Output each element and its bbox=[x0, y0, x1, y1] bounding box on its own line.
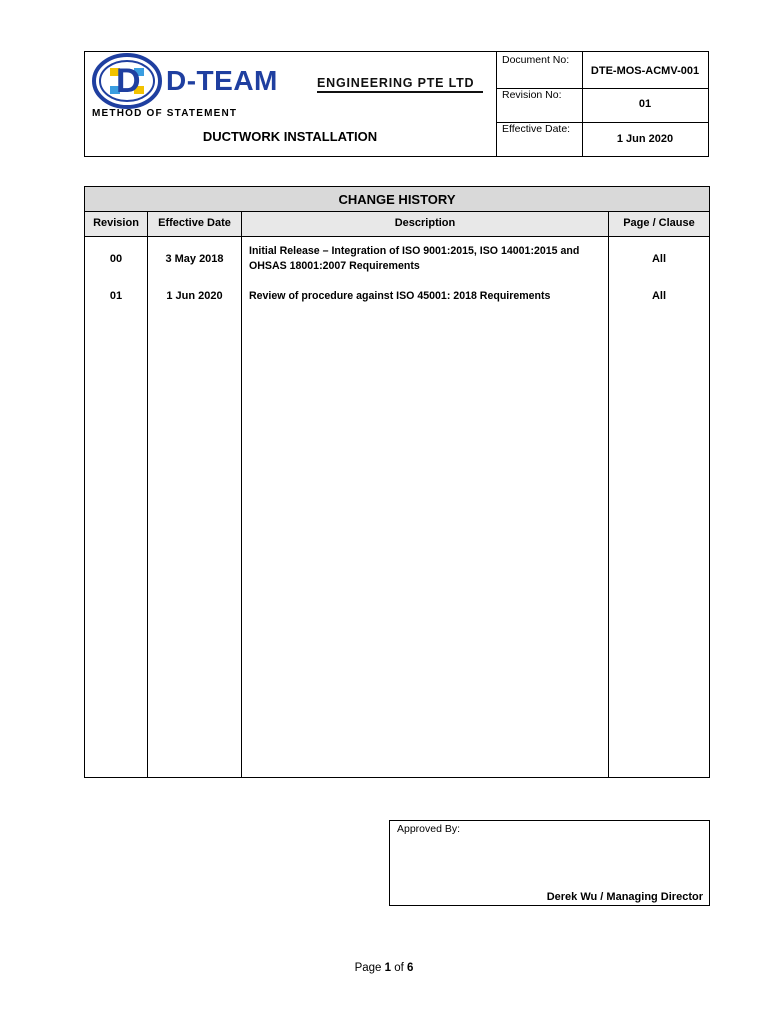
row-date: 1 Jun 2020 bbox=[166, 290, 223, 302]
company-name: D-TEAM bbox=[166, 65, 278, 96]
column-header-page-clause: Page / Clause bbox=[623, 217, 695, 229]
approved-by-label: Approved By: bbox=[397, 823, 461, 835]
column-header-effective-date: Effective Date bbox=[158, 217, 231, 229]
row-description-line: Initial Release – Integration of ISO 9001:2015, ISO 14001:2015 and bbox=[249, 245, 580, 257]
revision-no-label: Revision No: bbox=[502, 89, 562, 101]
effective-date-label: Effective Date: bbox=[502, 123, 571, 135]
row-clause: All bbox=[651, 290, 667, 302]
column-header-description: Description bbox=[394, 217, 456, 229]
table-column-rule bbox=[241, 212, 242, 777]
page-of: of bbox=[394, 962, 404, 974]
company-underline bbox=[317, 91, 483, 93]
logo-letter: D bbox=[116, 62, 141, 100]
document-no-value: DTE-MOS-ACMV-001 bbox=[590, 65, 700, 77]
page-prefix: Page bbox=[354, 962, 382, 974]
row-revision: 00 bbox=[109, 253, 123, 265]
document-type: METHOD OF STATEMENT bbox=[92, 108, 238, 119]
row-date: 3 May 2018 bbox=[165, 253, 224, 265]
page-current: 1 bbox=[384, 962, 392, 974]
document-no-label: Document No: bbox=[502, 54, 570, 66]
column-header-revision: Revision bbox=[93, 217, 139, 229]
table-rule bbox=[85, 236, 709, 237]
company-logo bbox=[88, 53, 493, 108]
approver-name: Derek Wu / Managing Director bbox=[546, 891, 703, 903]
company-subtitle: ENGINEERING PTE LTD bbox=[317, 76, 475, 90]
change-history-table bbox=[84, 186, 710, 778]
page-number bbox=[0, 962, 768, 974]
page-total: 6 bbox=[407, 962, 414, 974]
header-divider bbox=[496, 52, 497, 156]
table-title: CHANGE HISTORY bbox=[338, 192, 456, 207]
effective-date-value: 1 Jun 2020 bbox=[616, 133, 674, 145]
row-clause: All bbox=[651, 253, 667, 265]
revision-no-value: 01 bbox=[638, 98, 652, 110]
document-title: DUCTWORK INSTALLATION bbox=[202, 129, 378, 144]
row-description-line: OHSAS 18001:2007 Requirements bbox=[249, 260, 420, 272]
row-revision: 01 bbox=[109, 290, 123, 302]
row-description-line: Review of procedure against ISO 45001: 2018 Requirements bbox=[249, 290, 551, 302]
table-rule bbox=[85, 211, 709, 212]
